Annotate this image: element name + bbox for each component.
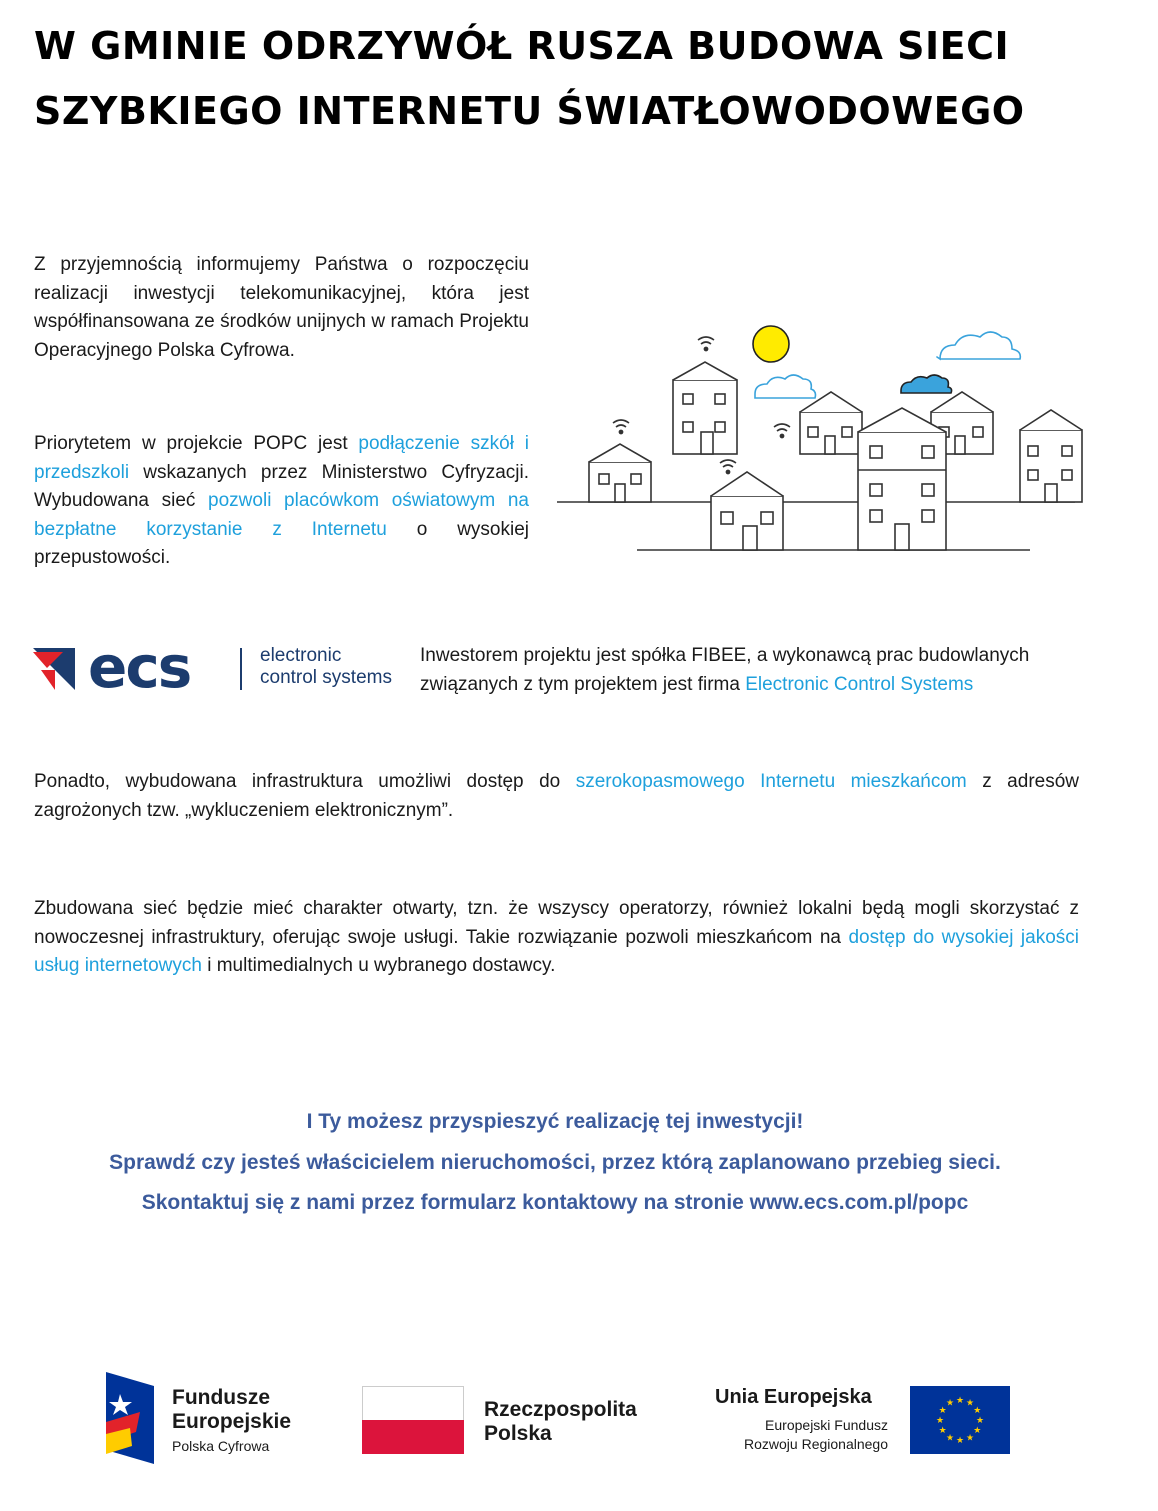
priority-highlight-2: pozwoli placówkom oświatowym na bezpłatne korzystanie z Internetu (34, 490, 529, 540)
house (711, 472, 783, 550)
wifi-icon (613, 420, 629, 434)
broadband-paragraph (34, 768, 1079, 825)
priority-paragraph (34, 430, 529, 573)
rzeczpospolita-polska-name (484, 1398, 637, 1446)
eu-star-icon: ★ (945, 1432, 955, 1443)
eu-star-icon: ★ (973, 1405, 982, 1415)
ecs-paragraph (420, 642, 1090, 699)
polska-cyfrowa-label: Polska Cyfrowa (172, 1438, 270, 1454)
eu-star-icon: ★ (955, 1395, 965, 1405)
fundusze-europejskie-logo-icon (106, 1372, 154, 1464)
cta-line-3: Skontaktuj się z nami przez formularz kontaktowy na stronie www.ecs.com.pl/popc (141, 1191, 969, 1214)
wifi-icon (774, 424, 790, 438)
eu-star-icon: ★ (973, 1425, 982, 1435)
ecs-logo-text: ecs (88, 633, 191, 701)
priority-text-1: Priorytetem w projekcie POPC jest (34, 433, 359, 454)
house (858, 408, 946, 550)
ecs-logo-mark (33, 648, 75, 690)
eu-flag-icon (910, 1386, 1010, 1454)
ecs-highlight: Electronic Control Systems (745, 673, 974, 695)
pl-line-2: Polska (484, 1422, 552, 1445)
eu-star-icon: ★ (965, 1397, 975, 1408)
title-line-1: W GMINIE ODRZYWÓŁ RUSZA BUDOWA SIECI (34, 24, 1010, 68)
open-network-paragraph (34, 895, 1079, 981)
cloud-icon (901, 375, 952, 393)
open-network-highlight: dostęp do wysokiej jakości usług internetowych (34, 926, 1080, 976)
eu-sub-line-2: Rozwoju Regionalnego (744, 1436, 888, 1452)
cloud-icon (937, 332, 1020, 359)
broadband-text-2: z adresów zagrożonych tzw. „wykluczeniem elektronicznym”. (34, 771, 1079, 821)
village-illustration (555, 322, 1085, 557)
cta-line-1: I Ty możesz przyspieszyć realizację tej inwestycji! (306, 1110, 804, 1133)
eu-star-icon: ★ (938, 1405, 947, 1415)
house (673, 362, 737, 454)
unia-europejska-name: Unia Europejska (715, 1386, 872, 1408)
polish-flag-icon (362, 1386, 464, 1454)
house (589, 444, 651, 502)
eu-sub-line-1: Europejski Fundusz (765, 1417, 888, 1433)
title-line-2: SZYBKIEGO INTERNETU ŚWIATŁOWODOWEGO (34, 89, 1025, 133)
priority-text-2: wskazanych przez Ministerstwo Cyfryzacji. Wybudowana sieć (34, 461, 529, 511)
page-title (34, 14, 1134, 144)
broadband-highlight: szerokopasmowego Internetu mieszkańcom (575, 771, 967, 792)
ecs-tagline-line-1: electronic (260, 645, 342, 666)
wifi-icon (698, 337, 714, 351)
pl-line-1: Rzeczpospolita (484, 1398, 637, 1421)
erdf-label (700, 1416, 888, 1454)
eu-star-icon: ★ (938, 1425, 947, 1435)
priority-highlight-1: podłączenie szkół i przedszkoli (34, 433, 529, 483)
open-network-text-1: Zbudowana sieć będzie mieć charakter otwarty, tzn. że wszyscy operatorzy, również lokalni będą mogli skorzystać z nowoczesnej infrastruktury, oferując swoje usługi. Takie rozwiązanie pozwoli mieszkańcom na (34, 898, 1079, 948)
ecs-text: Inwestorem projektu jest spółka FIBEE, a wykonawcą prac budowlanych związanych z tym projektem jest firma (420, 645, 1030, 695)
cta-line-2: Sprawdź czy jesteś właścicielem nieruchomości, przez którą zaplanowano przebieg sieci. (109, 1151, 1001, 1174)
fe-line-2: Europejskie (172, 1410, 292, 1433)
ecs-tagline (260, 645, 392, 689)
priority-text-3: o wysokiej przepustowości. (34, 518, 529, 568)
eu-star-icon: ★ (975, 1415, 985, 1425)
open-network-text-2: i multimedialnych u wybranego dostawcy. (201, 955, 556, 976)
house (1020, 410, 1082, 502)
eu-star-icon: ★ (965, 1432, 975, 1443)
fundusze-europejskie-name (172, 1386, 291, 1434)
wifi-icon (720, 460, 736, 474)
sun-icon (753, 326, 789, 362)
eu-star-icon: ★ (935, 1415, 945, 1425)
eu-star-icon: ★ (945, 1397, 955, 1408)
eu-star-icon: ★ (955, 1435, 965, 1445)
ecs-logo-divider (240, 648, 242, 690)
cloud-icon (755, 375, 816, 398)
fe-line-1: Fundusze (172, 1386, 270, 1409)
ecs-tagline-line-2: control systems (260, 667, 392, 688)
broadband-text-1: Ponadto, wybudowana infrastruktura umożliwi dostęp do (34, 771, 576, 792)
intro-paragraph: Z przyjemnością informujemy Państwa o rozpoczęciu realizacji inwestycji telekomunikacyjnej, która jest współfinansowana ze środków unijnych w ramach Projektu Operacyjnego Polska Cyfrowa. (34, 254, 529, 361)
house (800, 392, 862, 454)
